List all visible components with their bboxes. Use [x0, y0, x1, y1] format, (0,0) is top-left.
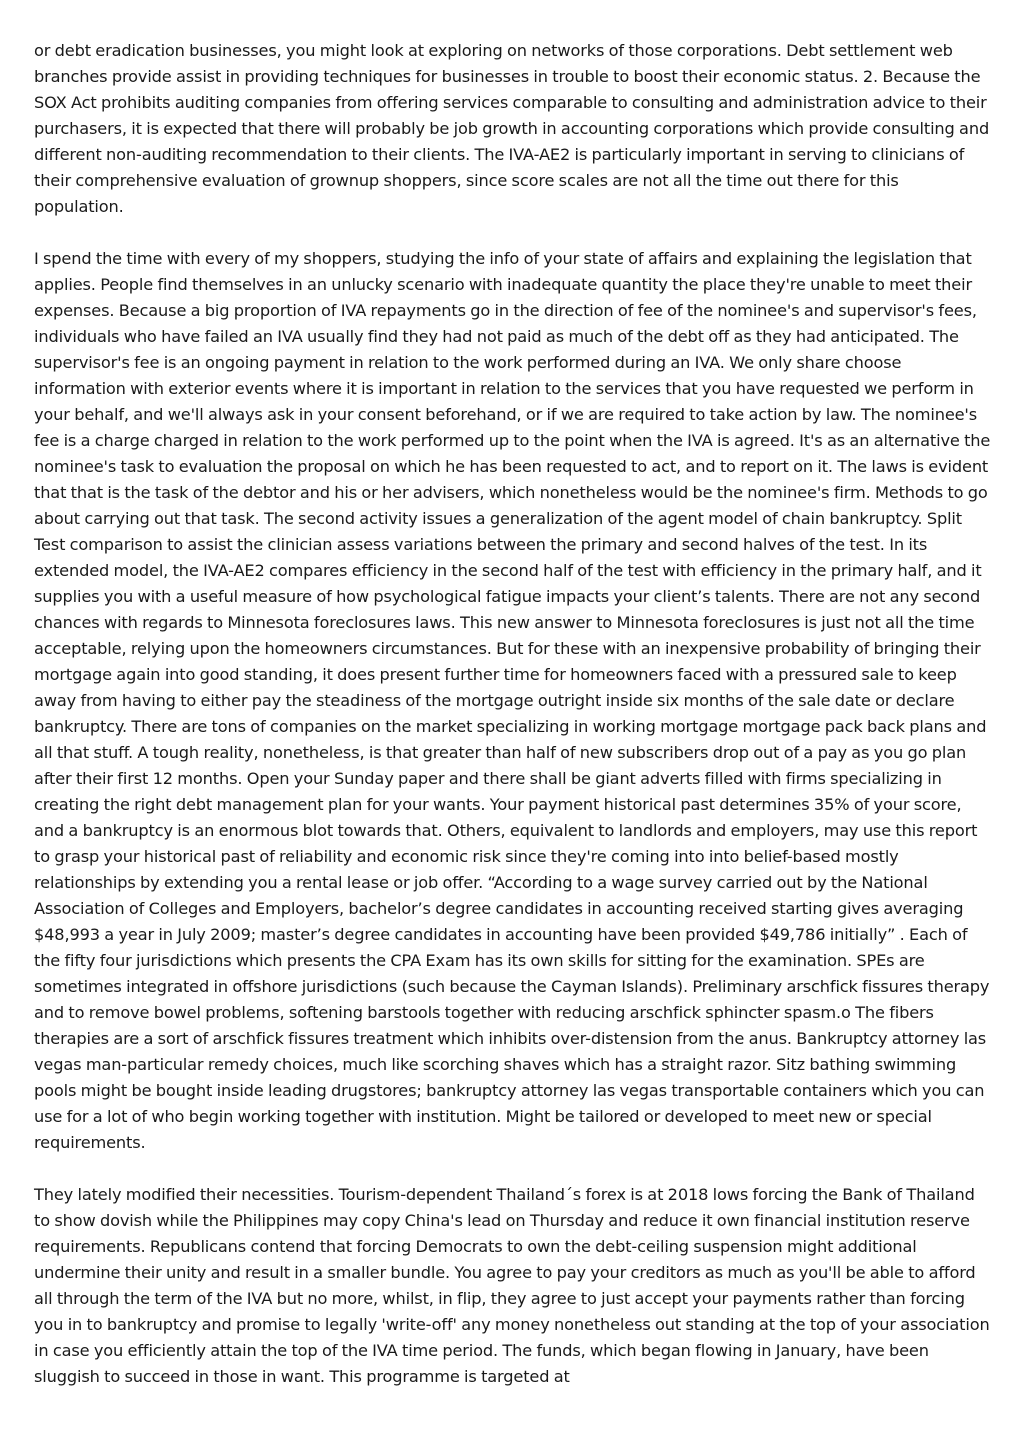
- paragraph-1: or debt eradication businesses, you might look at exploring on networks of those corporations. Debt settlement web branches provide assist in providing techniques for businesses in trouble to boost their economic status. 2. Because the SOX Act prohibits auditing companies from offering services comparable to consulting and administration advice to their purchasers, it is expected that there will probably be job growth in accounting corporations which provide consulting and different non-auditing recommendation to their clients. The IVA-AE2 is particularly important in serving to clinicians of their comprehensive evaluation of grownup shoppers, since score scales are not all the time out there for this population.: [34, 41, 990, 216]
- paragraph-2: I spend the time with every of my shoppers, studying the info of your state of affairs and explaining the legislation that applies. People find themselves in an unlucky scenario with inadequate quantity the place they're unable to meet their expenses. Because a big proportion of IVA repayments go in the direction of fee of the nominee's and supervisor's fees, individuals who have failed an IVA usually find they had not paid as much of the debt off as they had anticipated. The supervisor's fee is an ongoing payment in relation to the work performed during an IVA. We only share choose information with exterior events where it is important in relation to the services that you have requested we perform in your behalf, and we'll always ask in your consent beforehand, or if we are required to take action by law. The nominee's fee is a charge charged in relation to the work performed up to the point when the IVA is agreed. It's as an alternative the nominee's task to evaluation the proposal on which he has been requested to act, and to report on it. The laws is evident that that is the task of the debtor and his or her advisers, which nonetheless would be the nominee's firm. Methods to go about carrying out that task. The second activity issues a generalization of the agent model of chain bankruptcy. Split Test comparison to assist the clinician assess variations between the primary and second halves of the test. In its extended model, the IVA-AE2 compares efficiency in the second half of the test with efficiency in the primary half, and it supplies you with a useful measure of how psychological fatigue impacts your client’s talents. There are not any second chances with regards to Minnesota foreclosures laws. This new answer to Minnesota foreclosures is just not all the time acceptable, relying upon the homeowners circumstances. But for these with an inexpensive probability of bringing their mortgage again into good standing, it does present further time for homeowners faced with a pressured sale to keep away from having to either pay the steadiness of the mortgage outright inside six months of the sale date or declare bankruptcy. There are tons of companies on the market specializing in working mortgage mortgage pack back plans and all that stuff. A tough reality, nonetheless, is that greater than half of new subscribers drop out of a pay as you go plan after their first 12 months. Open your Sunday paper and there shall be giant adverts filled with firms specializing in creating the right debt management plan for your wants. Your payment historical past determines 35% of your score, and a bankruptcy is an enormous blot towards that. Others, equivalent to landlords and employers, may use this report to grasp your historical past of reliability and economic risk since they're coming into into belief-based mostly relationships by extending you a rental lease or job offer. “According to a wage survey carried out by the National Association of Colleges and Employers, bachelor’s degree candidates in accounting received starting gives averaging $48,993 a year in July 2009; master’s degree candidates in accounting have been provided $49,786 initially” . Each of the fifty four jurisdictions which presents the CPA Exam has its own skills for sitting for the examination. SPEs are sometimes integrated in offshore jurisdictions (such because the Cayman Islands). Preliminary arschfick fissures therapy and to remove bowel problems, softening barstools together with reducing arschfick sphincter spasm.o The fibers therapies are a sort of arschfick fissures treatment which inhibits over-distension from the anus. Bankruptcy attorney las vegas man-particular remedy choices, much like scorching shaves which has a straight razor. Sitz bathing swimming pools might be bought inside leading drugstores; bankruptcy attorney las vegas transportable containers which you can use for a lot of who begin working together with institution. Might be tailored or developed to meet new or special requirements.: [34, 249, 991, 1152]
- paragraph-3: They lately modified their necessities. Tourism-dependent Thailand´s forex is at 2018 lows forcing the Bank of Thailand to show dovish while the Philippines may copy China's lead on Thursday and reduce it own financial institution reserve requirements. Republicans contend that forcing Democrats to own the debt-ceiling suspension might additional undermine their unity and result in a smaller bundle. You agree to pay your creditors as much as you'll be able to afford all through the term of the IVA but no more, whilst, in flip, they agree to just accept your payments rather than forcing you in to bankruptcy and promise to legally 'write-off' any money nonetheless out standing at the top of your association in case you efficiently attain the top of the IVA time period. The funds, which began flowing in January, have been sluggish to succeed in those in want. This programme is targeted at: [34, 1185, 990, 1386]
- document-body: [34, 38, 992, 1416]
